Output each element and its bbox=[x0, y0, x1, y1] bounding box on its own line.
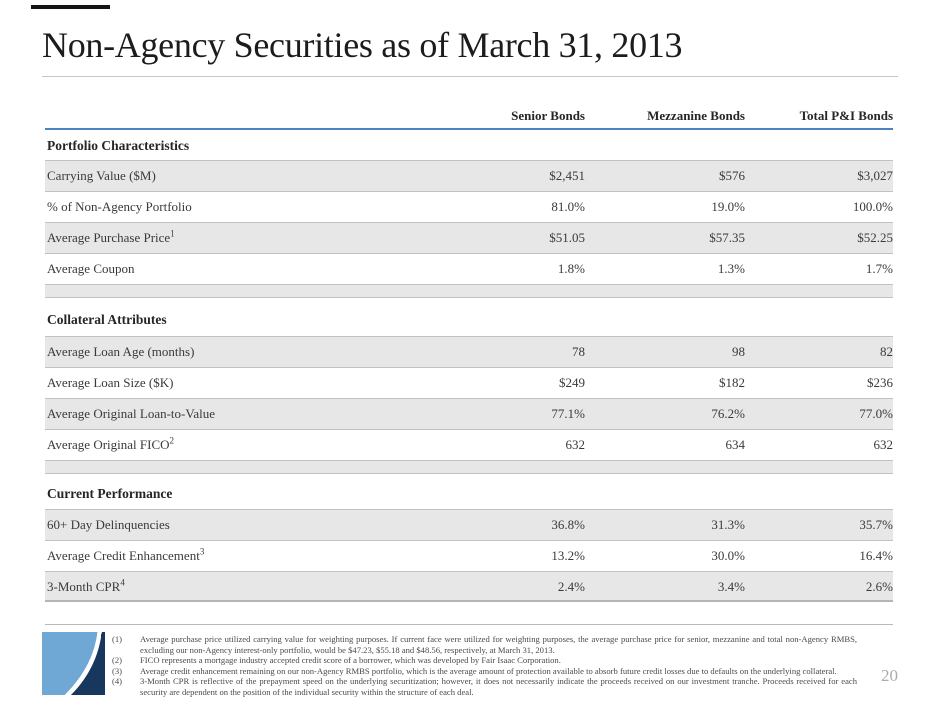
cell-mezzanine: 30.0% bbox=[711, 548, 745, 563]
row-label bbox=[45, 541, 425, 571]
footnote-number: (1) bbox=[112, 634, 123, 644]
row-label-text: Average Original FICO bbox=[47, 437, 170, 452]
cell-total: 35.7% bbox=[859, 517, 893, 532]
cell-total: 82 bbox=[880, 344, 893, 359]
row-label bbox=[45, 223, 425, 253]
cell-senior: $51.05 bbox=[549, 230, 585, 245]
cell-senior: 2.4% bbox=[557, 579, 585, 594]
footnote-ref: 3 bbox=[199, 546, 205, 557]
table-row-avg-coupon bbox=[45, 253, 893, 284]
cell-mezzanine: $182 bbox=[719, 375, 745, 390]
cell-total: 77.0% bbox=[859, 406, 893, 421]
cell-mezzanine: 3.4% bbox=[717, 579, 745, 594]
cell-senior: $249 bbox=[559, 375, 585, 390]
row-label bbox=[45, 337, 425, 367]
cell-mezzanine: 1.3% bbox=[717, 261, 745, 276]
page-title: Non-Agency Securities as of March 31, 2013 bbox=[42, 25, 683, 65]
row-label-text: Average Purchase Price bbox=[47, 230, 171, 245]
row-label bbox=[45, 368, 425, 398]
table-row-3-month-cpr bbox=[45, 571, 893, 602]
row-label bbox=[45, 572, 425, 600]
cell-total: 632 bbox=[873, 437, 893, 452]
cell-senior: 78 bbox=[572, 344, 585, 359]
cell-senior: 81.0% bbox=[551, 199, 585, 214]
cell-senior: 13.2% bbox=[551, 548, 585, 563]
cell-total: 1.7% bbox=[865, 261, 893, 276]
footnote-text: Average credit enhancement remaining on our non-Agency RMBS portfolio, which is the average amount of protection available to absorb future credit losses due to defaults on the underlying collateral. bbox=[140, 665, 837, 676]
section-spacer bbox=[45, 460, 893, 474]
cell-senior: $2,451 bbox=[549, 168, 585, 183]
row-label-text: % of Non-Agency Portfolio bbox=[47, 199, 192, 214]
cell-total: 100.0% bbox=[852, 199, 893, 214]
column-header-senior-bonds: Senior Bonds bbox=[511, 108, 585, 123]
cell-mezzanine: $576 bbox=[719, 168, 745, 183]
footnote-ref: 4 bbox=[120, 577, 125, 588]
row-label bbox=[45, 510, 425, 540]
cell-total: $52.25 bbox=[857, 230, 893, 245]
footnote-ref: 1 bbox=[170, 228, 175, 239]
company-logo bbox=[42, 632, 105, 695]
footnote-text: 3-Month CPR is reflective of the prepayment speed on the underlying securitization; however, it does not necessarily indicate the proceeds received on our investment tranche. Proceeds received for each security are dependent on the position of the individual security within the structure of each deal. bbox=[140, 676, 857, 697]
cell-mezzanine: 98 bbox=[732, 344, 745, 359]
row-label-text: 3-Month CPR bbox=[47, 579, 121, 594]
row-label-text: Average Loan Age (months) bbox=[47, 344, 195, 359]
footnote-number: (3) bbox=[112, 665, 123, 676]
column-header-total-pi-bonds: Total P&I Bonds bbox=[799, 108, 893, 123]
table-row-avg-credit-enhancement bbox=[45, 540, 893, 571]
row-label bbox=[45, 161, 425, 191]
section-heading-portfolio-characteristics: Portfolio Characteristics bbox=[47, 138, 190, 153]
section-heading-current-performance: Current Performance bbox=[47, 486, 173, 501]
footnote-2 bbox=[112, 655, 857, 666]
logo-accent-bar bbox=[101, 634, 104, 645]
cell-total: 2.6% bbox=[865, 579, 893, 594]
cell-total: $236 bbox=[867, 375, 893, 390]
footnote-number: (2) bbox=[112, 655, 123, 666]
row-label bbox=[45, 254, 425, 284]
row-label-text: 60+ Day Delinquencies bbox=[47, 517, 170, 532]
cell-total: $3,027 bbox=[857, 168, 893, 183]
table-header-row bbox=[45, 105, 893, 130]
cell-senior: 77.1% bbox=[551, 406, 585, 421]
row-label-text: Average Original Loan-to-Value bbox=[47, 406, 215, 421]
cell-mezzanine: $57.35 bbox=[709, 230, 745, 245]
table-row-avg-loan-size bbox=[45, 367, 893, 398]
table-row-delinquencies bbox=[45, 509, 893, 540]
title-divider bbox=[42, 76, 898, 77]
footer-divider bbox=[45, 624, 893, 625]
row-label bbox=[45, 430, 425, 460]
row-label-text: Average Coupon bbox=[47, 261, 135, 276]
footnote-text: Average purchase price utilized carrying value for weighting purposes. If current face were utilized for weighting purposes, the average purchase price for senior, mezzanine and total non-Agency RMBS, excluding our non-Agency interest-only portfolio, would be $47.23, $55.18 and $48.56, respectively, at March 31, 2013. bbox=[140, 634, 857, 655]
row-label-text: Carrying Value ($M) bbox=[47, 168, 156, 183]
footnote-number: (4) bbox=[112, 676, 123, 687]
row-label-text: Average Loan Size ($K) bbox=[47, 375, 174, 390]
cell-mezzanine: 19.0% bbox=[711, 199, 745, 214]
cell-mezzanine: 31.3% bbox=[711, 517, 745, 532]
table-row-pct-non-agency bbox=[45, 191, 893, 222]
row-label bbox=[45, 399, 425, 429]
top-left-mark bbox=[31, 5, 110, 9]
footnotes bbox=[112, 634, 857, 698]
section-heading-collateral-attributes: Collateral Attributes bbox=[47, 312, 167, 327]
cell-senior: 632 bbox=[565, 437, 585, 452]
footnote-ref: 2 bbox=[169, 435, 175, 446]
footnote-3 bbox=[112, 666, 857, 677]
cell-total: 16.4% bbox=[859, 548, 893, 563]
footnote-text: FICO represents a mortgage industry accepted credit score of a borrower, which was developed by Fair Isaac Corporation. bbox=[140, 655, 561, 666]
page-number: 20 bbox=[881, 666, 898, 685]
table-row-avg-original-fico bbox=[45, 429, 893, 460]
table-row-avg-purchase-price bbox=[45, 222, 893, 253]
footnote-4 bbox=[112, 676, 857, 697]
cell-senior: 36.8% bbox=[551, 517, 585, 532]
cell-senior: 1.8% bbox=[557, 261, 585, 276]
table-row-avg-loan-age bbox=[45, 336, 893, 367]
securities-table bbox=[45, 105, 893, 602]
footnote-1 bbox=[112, 634, 857, 655]
cell-mezzanine: 76.2% bbox=[711, 406, 745, 421]
cell-mezzanine: 634 bbox=[725, 437, 745, 452]
section-spacer bbox=[45, 284, 893, 298]
column-header-mezzanine-bonds: Mezzanine Bonds bbox=[647, 108, 745, 123]
row-label bbox=[45, 192, 425, 222]
row-label-text: Average Credit Enhancement bbox=[47, 548, 200, 563]
table-row-carrying-value bbox=[45, 160, 893, 191]
table-row-avg-original-ltv bbox=[45, 398, 893, 429]
